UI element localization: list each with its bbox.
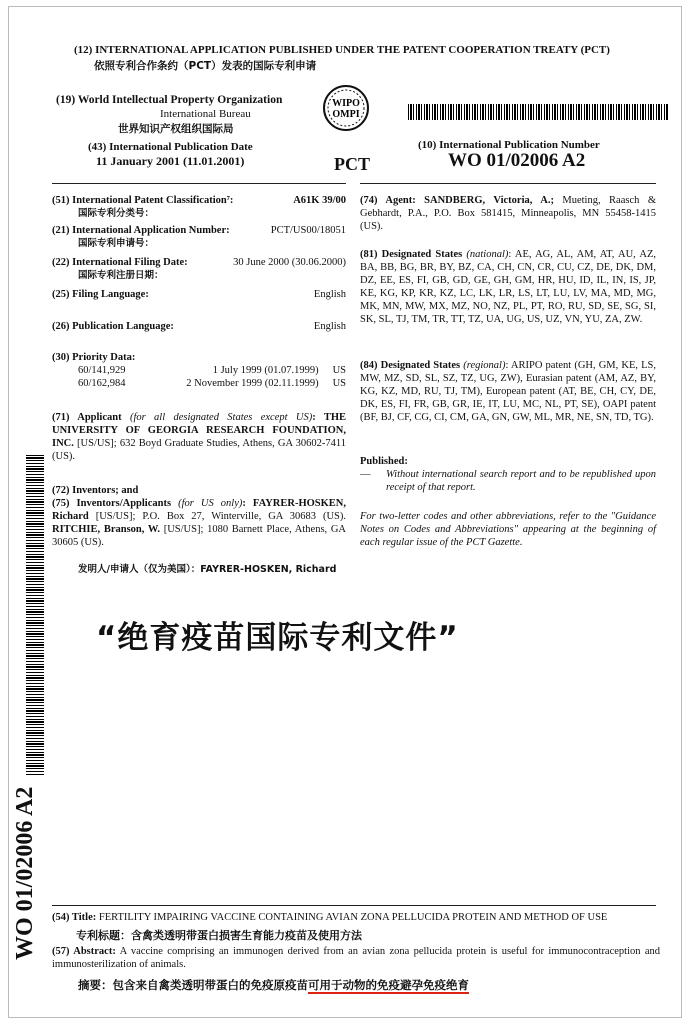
section-84: (84) Designated States (regional): ARIPO patent (GH, GM, KE, LS, MW, MZ, SD, SL, SZ, TZ, UG, ZW), Eurasian patent (AM, AZ, BY, KG, KZ, MD, RU, TJ, TM), European patent (AT, BE, CH, CY, DE, DK, ES, FI, FR, GB, GR, IE, IT, LU, MC, NL, PT, SE), OAPI patent (BF, BJ, CF, CG, CI, CM, GA, GN, GW, ML, MR, NE, SN, TD, TG). (360, 360, 657, 423)
guidance-note: For two-letter codes and other abbreviations, refer to the "Guidance Notes on Codes and Abbreviations" appearing at the beginning of each regular issue of the PCT Gazette. (360, 511, 656, 548)
logo-text-bottom: OMPI (332, 109, 360, 120)
section-26: (26) Publication Language: English (52, 321, 346, 332)
priority-row: 60/141,929 1 July 1999 (01.07.1999) US (78, 365, 346, 376)
section-21: (21) International Application Number: PCT/US00/18051 国际专利申请号： (52, 225, 346, 249)
wipo-logo-icon (322, 84, 370, 132)
section-81: (81) Designated States (national): AE, AG, AL, AM, AT, AU, AZ, BA, BB, BG, BR, BY, BZ, CA, CH, CN, CR, CU, CZ, DE, DK, DM, DZ, EE, ES, FI, GB, GD, GE, GH, GM, HR, HU, ID, IL, IN, IS, JP, KE, KG, KP, KR, KZ, LC, LK, LR, LS, LT, LU, LV, MA, MD, MG, MK, MN, MW, MX, MZ, NO, NZ, PL, PT, RO, RU, SD, SE, SG, SI, SK, SL, TJ, TM, TR, TT, TZ, UA, UG, US, UZ, VN, YU, ZA, ZW. (360, 249, 656, 325)
published-section: Published: — Without international search report and to be republished upon receipt of that report. (360, 456, 656, 493)
pct-label: PCT (334, 154, 370, 174)
divider-right (360, 183, 656, 184)
publication-type-heading-cn: 依照专利合作条约（PCT）发表的国际专利申请 (94, 60, 317, 72)
bureau-name-cn: 世界知识产权组织国际局 (118, 123, 234, 135)
publication-type-heading: (12) INTERNATIONAL APPLICATION PUBLISHED UNDER THE PATENT COOPERATION TREATY (PCT) (74, 44, 610, 56)
section-51: (51) International Patent Classification⁷: A61K 39/00 国际专利分类号： (52, 195, 346, 219)
abstract-cn: 摘要：包含来自禽类透明带蛋白的免疫原疫苗可用于动物的免疫避孕免疫绝育 (78, 978, 469, 992)
abstract-cn-highlight: 可用于动物的免疫避孕免疫绝育 (308, 978, 469, 992)
publication-number-label: (10) International Publication Number (418, 139, 600, 151)
section-22: (22) International Filing Date: 30 June 2000 (30.06.2000) 国际专利注册日期： (52, 257, 346, 281)
publication-date: 11 January 2001 (11.01.2001) (96, 154, 245, 168)
priority-row: 60/162,984 2 November 1999 (02.11.1999) US (78, 378, 346, 389)
bureau-name: International Bureau (160, 108, 251, 120)
publication-date-label: (43) International Publication Date (88, 141, 253, 153)
section-74: (74) Agent: SANDBERG, Victoria, A.; Mueting, Raasch & Gebhardt, P.A., P.O. Box 581415, Minneapolis, MN 55458-1415 (US). (360, 195, 656, 232)
footer-divider (52, 905, 656, 906)
section-25: (25) Filing Language: English (52, 289, 346, 300)
organization-name: (19) World Intellectual Property Organization (56, 94, 283, 106)
side-publication-number: WO 01/02006 A2 (12, 786, 38, 960)
logo-text-top: WIPO (332, 98, 360, 109)
inventor-cn: 发明人/申请人（仅为美国）：FAYRER-HOSKEN, Richard (78, 564, 337, 575)
publication-number: WO 01/02006 A2 (448, 150, 586, 171)
section-30: (30) Priority Data: 60/141,929 1 July 1999 (01.07.1999) US 60/162,984 2 November 1999 (02.11.1999) US (52, 352, 346, 389)
section-72: (72) Inventors; and (52, 485, 139, 496)
section-75: (75) Inventors/Applicants (for US only): FAYRER-HOSKEN, Richard [US/US]; P.O. Box 27, Winterville, GA 30683 (US). RITCHIE, Branson, W. [US/US]; 1080 Barnett Place, Athens, GA 30605 (US). (52, 498, 347, 548)
barcode-top (408, 104, 668, 120)
divider-left (52, 183, 346, 184)
abstract-section: (57) Abstract: A vaccine comprising an immunogen derived from an avian zona pellucida protein is useful for immunocontraception and immunosterilization of animals. (52, 946, 660, 970)
section-71: (71) Applicant (for all designated States except US): THE UNIVERSITY OF GEORGIA RESEARCH FOUNDATION, INC. [US/US]; 632 Boyd Graduate Studies, Athens, GA 30602-7411 (US). (52, 412, 347, 462)
title-section: (54) Title: FERTILITY IMPAIRING VACCINE CONTAINING AVIAN ZONA PELLUCIDA PROTEIN AND METHOD OF USE (52, 912, 608, 923)
barcode-side (26, 455, 44, 775)
title-cn: 专利标题：含禽类透明带蛋白损害生育能力疫苗及使用方法 (76, 929, 362, 942)
slogan-overlay: “绝育疫苗国际专利文件” (96, 620, 459, 656)
